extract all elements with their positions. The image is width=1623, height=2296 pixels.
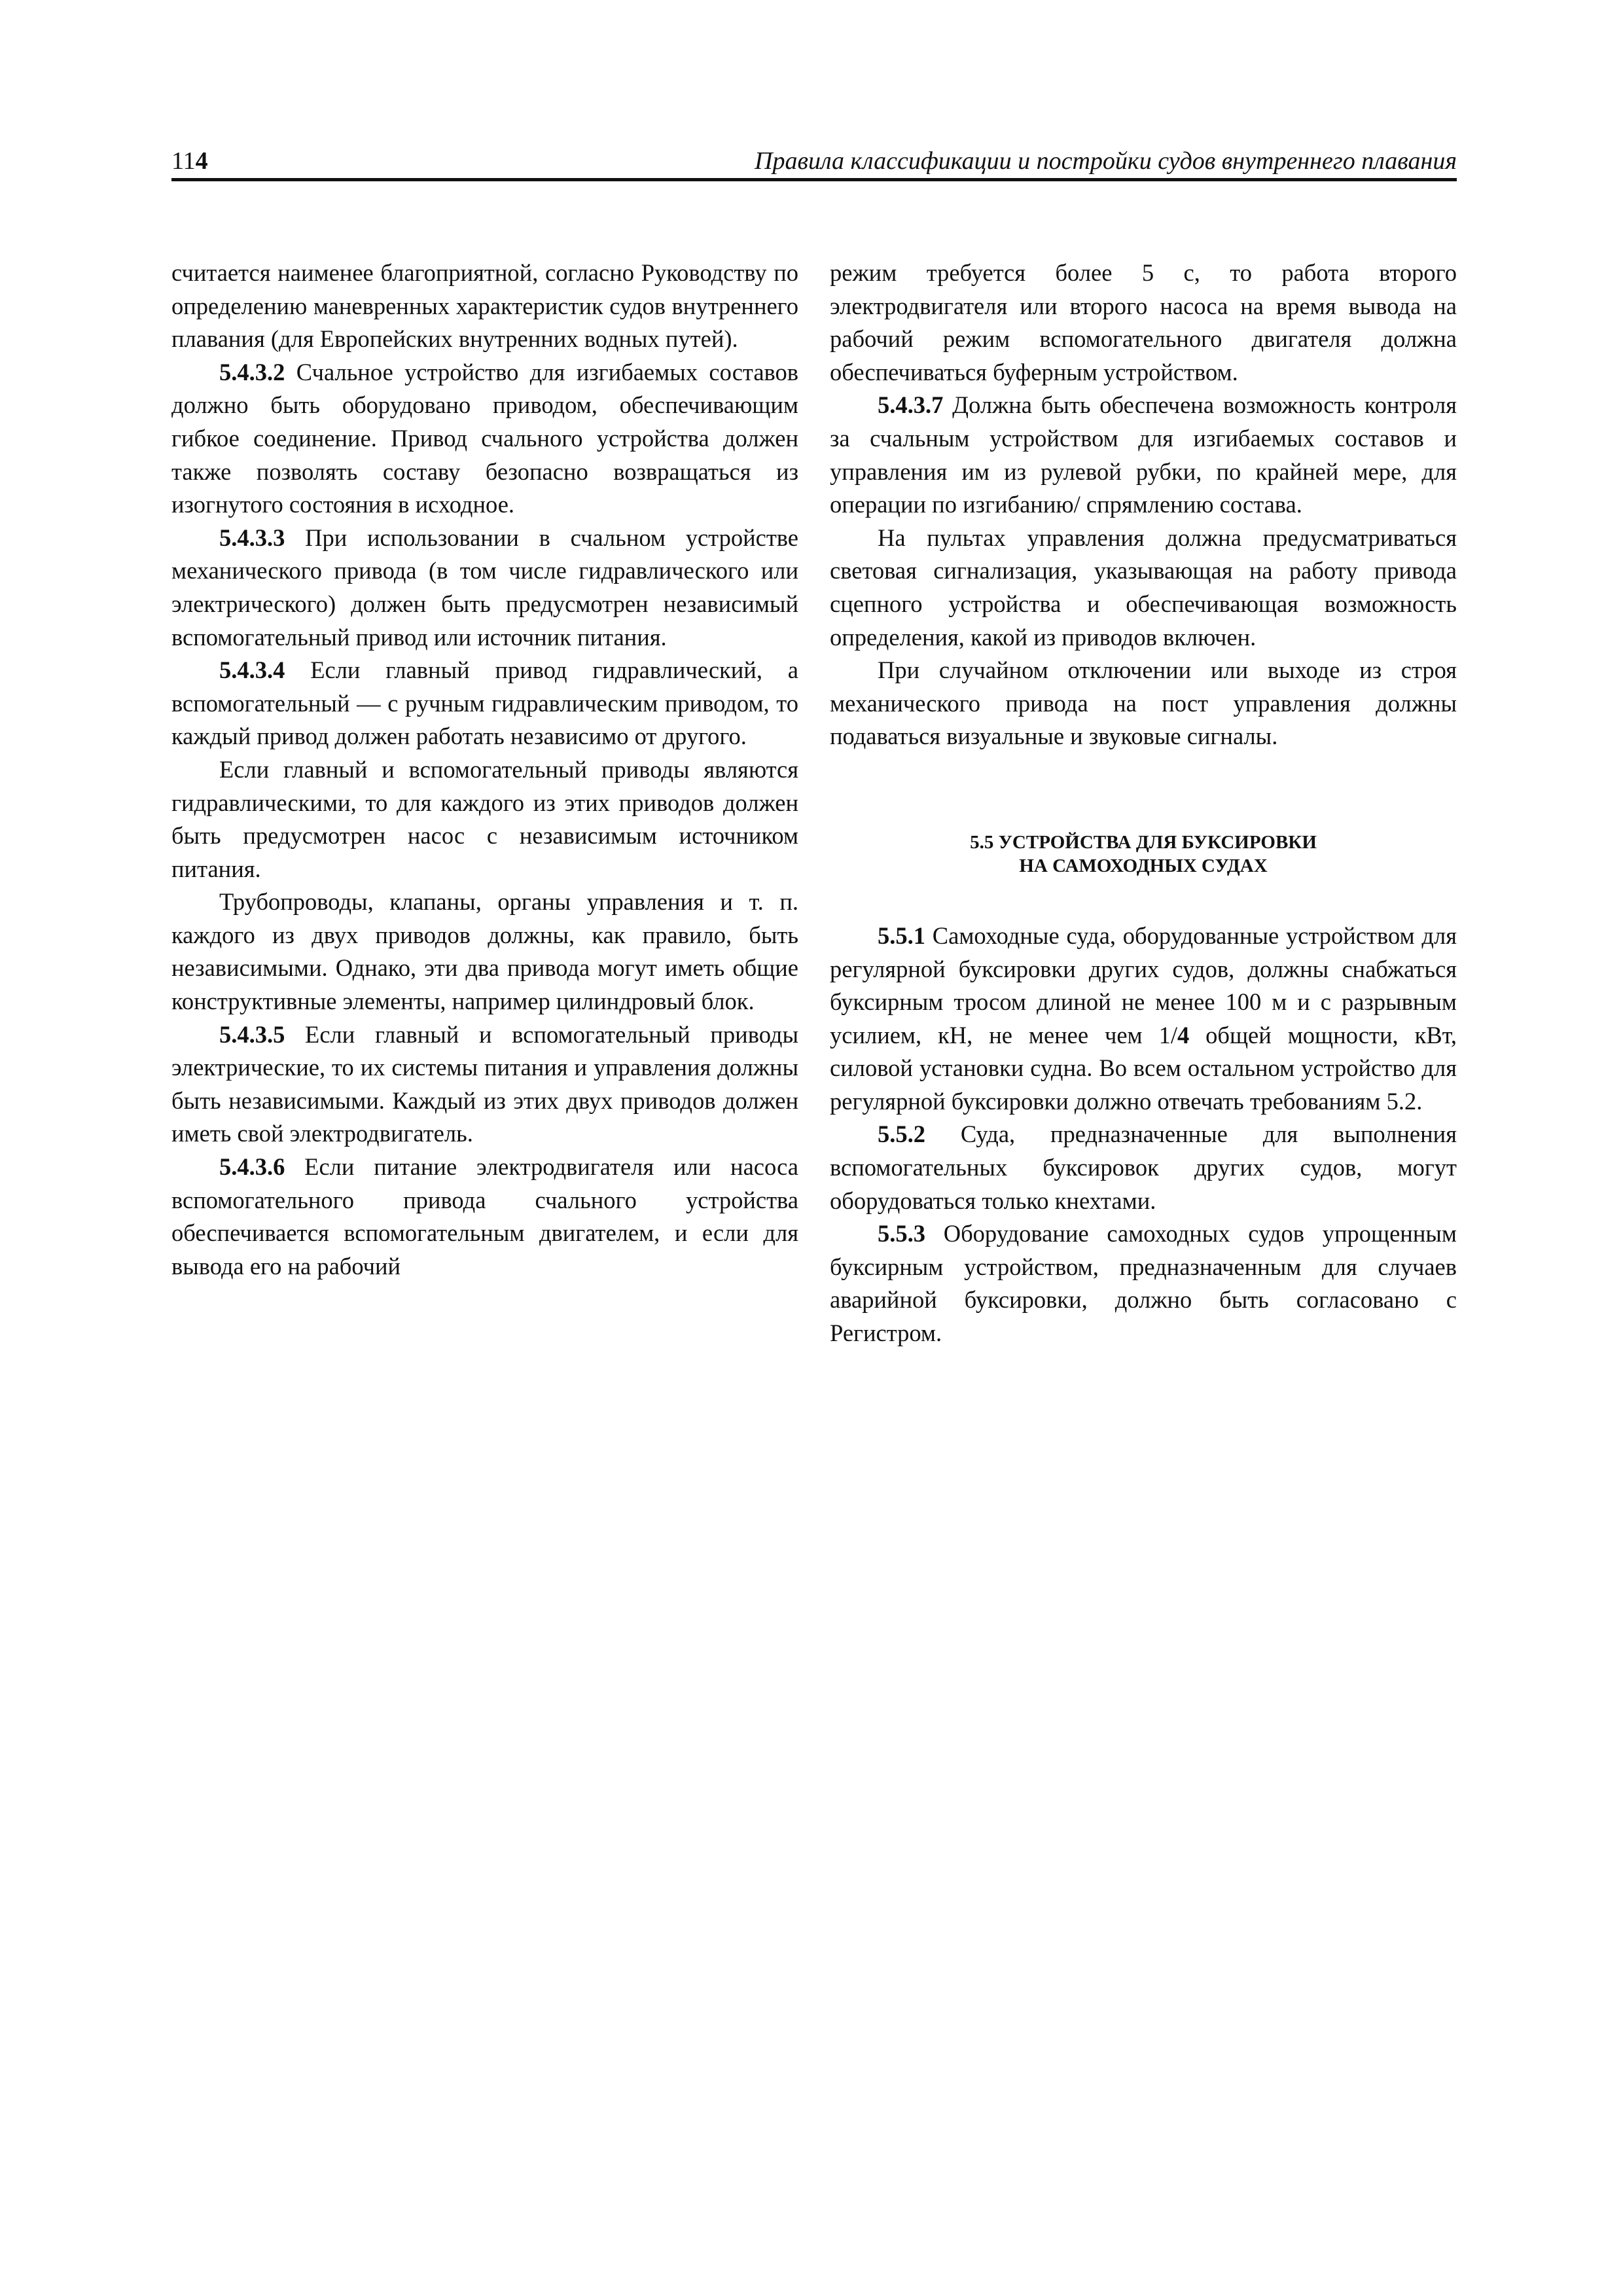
- page-number: 114: [171, 147, 208, 175]
- section-title: 5.5 УСТРОЙСТВА ДЛЯ БУКСИРОВКИ НА САМОХОДНЫХ СУДАХ: [970, 831, 1317, 876]
- paragraph-5-5-2: 5.5.2 Суда, предназначенные для выполнения вспомогательных буксировок других судов, могут оборудоваться только кнехтами.: [830, 1121, 1457, 1214]
- paragraph-5-4-3-6: 5.4.3.6 Если питание электродвигателя или насоса вспомогательного привода счального устройства обеспечивается вспомогательным двигателем, и если для вывода его на рабочий: [171, 1153, 798, 1280]
- left-column: [171, 257, 798, 1283]
- page-header: [171, 143, 1457, 179]
- clause-number: 5.4.3.6: [219, 1153, 285, 1181]
- paragraph-5-4-3-4: 5.4.3.4 Если главный привод гидравлический, а вспомогательный — с ручным гидравлическим приводом, то каждый привод должен работать независимо от другого.: [171, 656, 798, 750]
- paragraph: режим требуется более 5 с, то работа второго электродвигателя или второго насоса на время вывода на рабочий режим вспомогательного двигателя должна обеспечиваться буферным устройством.: [830, 259, 1457, 386]
- running-title: Правила классификации и постройки судов внутреннего плавания: [755, 147, 1457, 175]
- clause-number: 5.5.2: [878, 1121, 925, 1148]
- paragraph: При случайном отключении или выходе из строя механического привода на пост управления должны подаваться визуальные и звуковые сигналы.: [830, 656, 1457, 750]
- right-column: [830, 257, 1457, 1350]
- paragraph: считается наименее благоприятной, согласно Руководству по определению маневренных характеристик судов внутреннего плавания (для Европейских внутренних водных путей).: [171, 259, 798, 353]
- clause-number: 5.5.3: [878, 1220, 925, 1247]
- paragraph: Если главный и вспомогательный приводы являются гидравлическими, то для каждого из этих приводов должен быть предусмотрен насос с независимым источником питания.: [171, 755, 798, 882]
- paragraph: На пультах управления должна предусматриваться световая сигнализация, указывающая на работу привода сцепного устройства и обеспечивающая возможность определения, какой из приводов включен.: [830, 524, 1457, 651]
- paragraph-5-4-3-3: 5.4.3.3 При использовании в счальном устройстве механического привода (в том числе гидравлического или электрического) должен быть предусмотрен независимый вспомогательный привод или источник питания.: [171, 524, 798, 651]
- clause-number: 5.5.1: [878, 922, 925, 949]
- paragraph-5-5-3: 5.5.3 Оборудование самоходных судов упрощенным буксирным устройством, предназначенным для случаев аварийной буксировки, должно быть согласовано с Регистром.: [830, 1220, 1457, 1347]
- paragraph-5-4-3-2: 5.4.3.2 Счальное устройство для изгибаемых составов должно быть оборудовано приводом, обеспечивающим гибкое соединение. Привод счального устройства должен также позволять составу безопасно возвращаться из изогнутого состояния в исходное.: [171, 358, 798, 518]
- clause-number: 5.4.3.4: [219, 656, 285, 684]
- clause-number: 5.4.3.7: [878, 391, 944, 419]
- paragraph: Трубопроводы, клапаны, органы управления и т. п. каждого из двух приводов должны, как правило, быть независимыми. Однако, эти два привода могут иметь общие конструктивные элементы, например цилиндровый блок.: [171, 888, 798, 1015]
- header-rule: [171, 178, 1457, 181]
- clause-number: 5.4.3.2: [219, 358, 285, 386]
- clause-number: 5.4.3.5: [219, 1020, 285, 1048]
- clause-number: 5.4.3.3: [219, 524, 285, 551]
- paragraph-5-4-3-7: 5.4.3.7 Должна быть обеспечена возможность контроля за счальным устройством для изгибаемых составов и управления им из рулевой рубки, по крайней мере, для операции по изгибанию/ спрямлению состава.: [830, 391, 1457, 518]
- paragraph-5-5-1: 5.5.1 Самоходные суда, оборудованные устройством для регулярной буксировки других судов, должны снабжаться буксирным тросом длиной не менее 100 м и с разрывным усилием, кН, не менее чем 1/4 общей мощности, кВт, силовой установки судна. Во всем остальном устройство для регулярной буксировки должно отвечать требованиям 5.2.: [830, 922, 1457, 1115]
- paragraph-5-4-3-5: 5.4.3.5 Если главный и вспомогательный приводы электрические, то их системы питания и управления должны быть независимыми. Каждый из этих двух приводов должен иметь свой электродвигатель.: [171, 1020, 798, 1147]
